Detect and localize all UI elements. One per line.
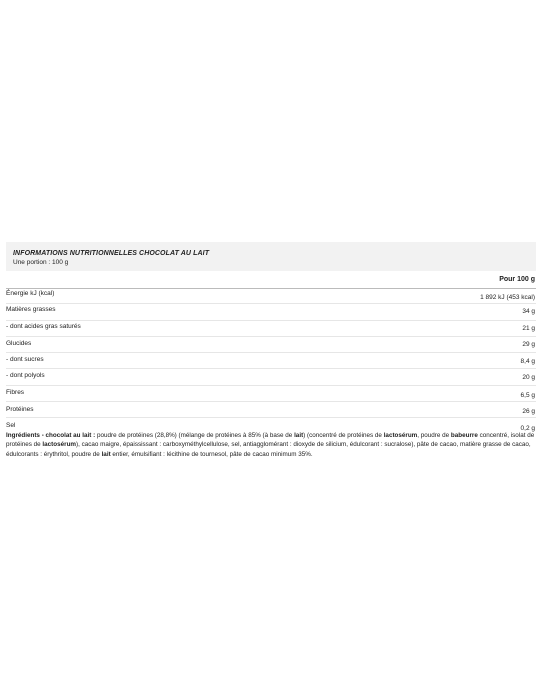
- row-label: Fibres: [6, 389, 25, 396]
- nutrition-table: [6, 242, 536, 433]
- ingredients-label: Ingrédients - chocolat au lait :: [6, 432, 96, 439]
- column-header: Pour 100 g: [499, 276, 535, 283]
- row-label: Sel: [6, 422, 16, 429]
- ingredients-segment: concentré, isolat de protéines de: [6, 432, 535, 449]
- row-value: 29 g: [522, 341, 535, 348]
- allergen: lait: [294, 432, 304, 439]
- ingredients-segment: , poudre de: [417, 432, 451, 439]
- row-value: 0,2 g: [520, 425, 535, 432]
- allergen: babeurre: [450, 432, 478, 439]
- row-value: 1 892 kJ (453 kcal): [480, 294, 535, 301]
- ingredients-segment: poudre de protéines (28,8%) (mélange de protéines à 85% (à base de: [95, 432, 295, 439]
- table-row: [6, 290, 536, 304]
- row-value: 26 g: [522, 408, 535, 415]
- row-value: 6,5 g: [520, 392, 535, 399]
- row-label: - dont acides gras saturés: [6, 323, 81, 330]
- table-row: [6, 304, 536, 321]
- nutrition-title: INFORMATIONS NUTRITIONNELLES CHOCOLAT AU LAIT: [13, 250, 210, 257]
- nutrition-header: [6, 242, 536, 271]
- table-row: [6, 402, 536, 418]
- row-label: Glucides: [6, 340, 32, 347]
- row-label: - dont sucres: [6, 356, 44, 363]
- row-value: 34 g: [522, 308, 535, 315]
- ingredients-segment: ), cacao maigre, épaississant : carboxyméthylcellulose, sel, antiagglomérant : dioxyde de silicium, édulcorant : sucralose), pâte de cacao, matière grasse de cacao, édulcorants : érythritol, poudre de: [6, 441, 531, 458]
- portion-size: Une portion : 100 g: [13, 259, 69, 266]
- table-row: [6, 369, 536, 386]
- ingredients-segment: entier, émulsifiant : lécithine de tournesol, pâte de cacao minimum 35%.: [110, 450, 313, 458]
- row-label: Protéines: [6, 406, 34, 413]
- row-label: Matières grasses: [6, 306, 56, 313]
- nutrition-rows: [6, 289, 536, 433]
- row-value: 20 g: [522, 374, 535, 381]
- table-row: [6, 337, 536, 353]
- allergen: lactosérum: [42, 441, 77, 449]
- allergen: lactosérum: [383, 432, 418, 439]
- ingredients-segment: ) (concentré de protéines de: [303, 432, 384, 439]
- allergen: lait: [101, 450, 111, 458]
- row-label: Énergie kJ (kcal): [6, 290, 55, 297]
- table-row: [6, 386, 536, 402]
- row-value: 21 g: [522, 325, 535, 332]
- table-row: [6, 321, 536, 337]
- table-row: [6, 353, 536, 369]
- ingredients-text: [6, 431, 536, 459]
- row-value: 8,4 g: [520, 358, 535, 365]
- row-label: - dont polyols: [6, 372, 45, 379]
